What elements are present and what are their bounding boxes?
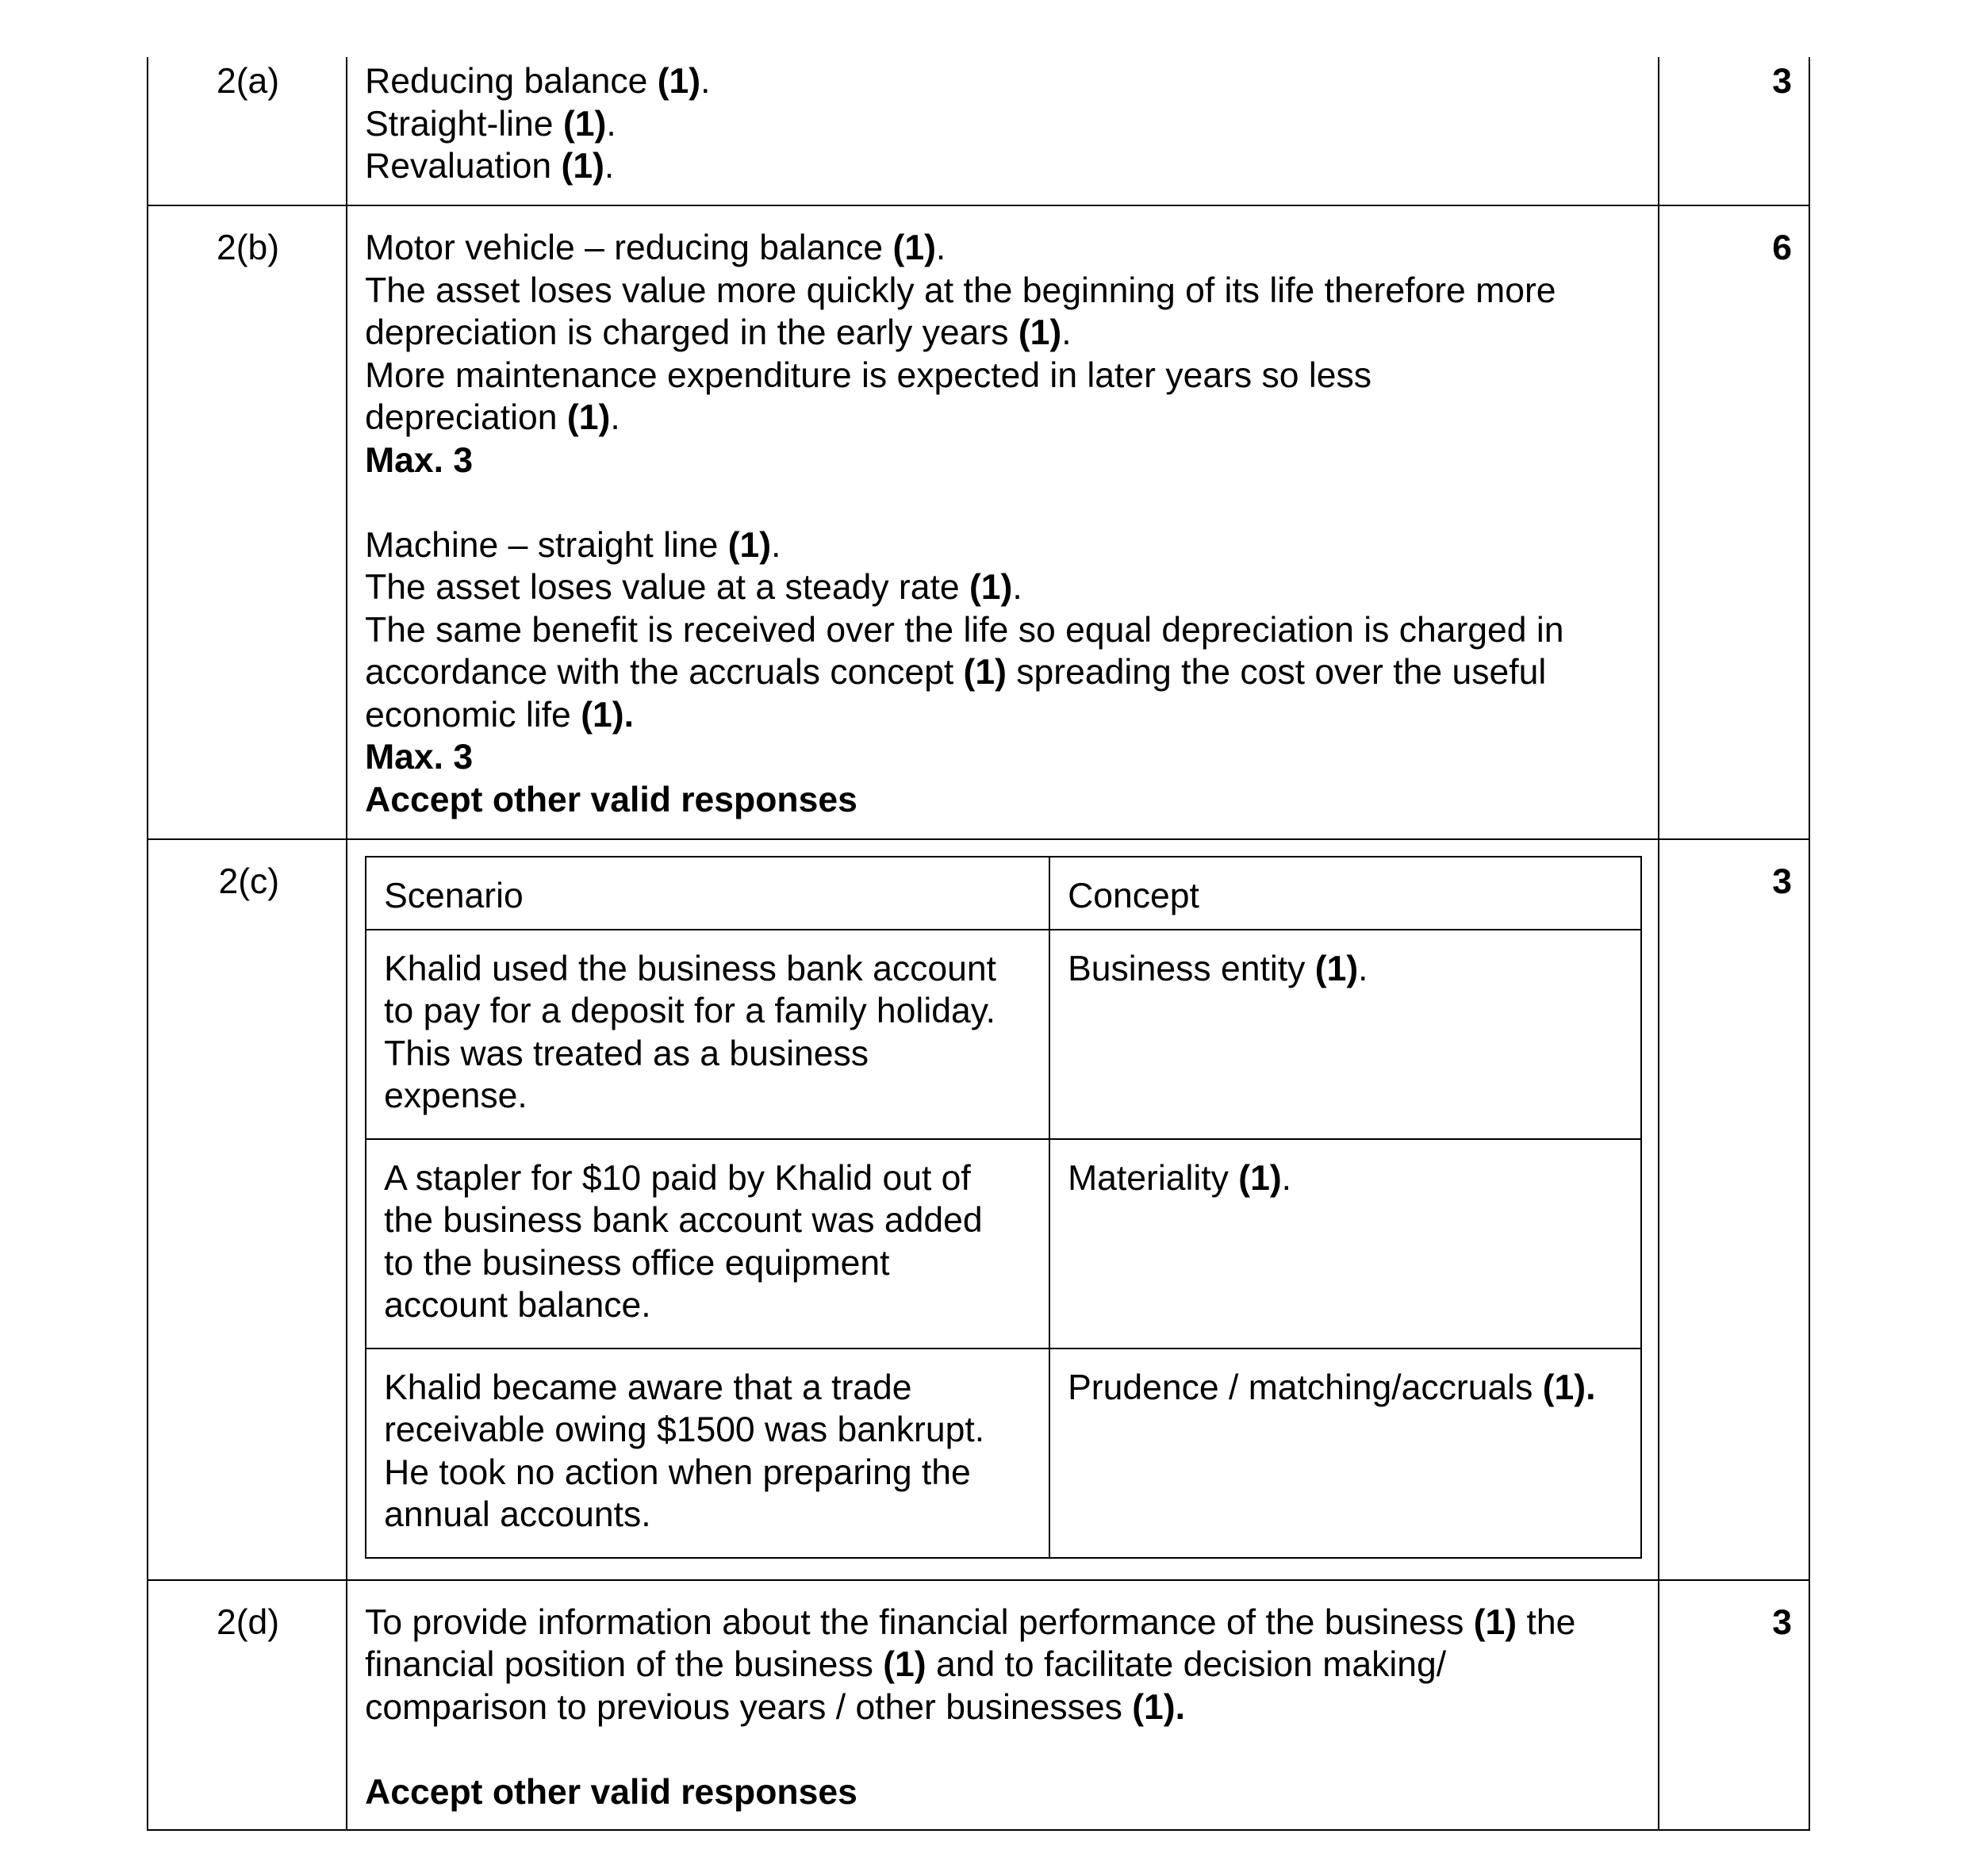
answer-line: accordance with the accruals concept (1) spreading the cost over the useful: [365, 653, 1547, 692]
scenario-line: account balance.: [384, 1286, 651, 1325]
scenario-line: He took no action when preparing the: [384, 1452, 971, 1492]
concept-table-header: [366, 857, 1641, 930]
answer-line: Reducing balance (1).: [365, 62, 711, 101]
answer-line: financial position of the business (1) and to facilitate decision making/: [365, 1645, 1447, 1684]
answer-line: The asset loses value more quickly at the beginning of its life therefore more: [365, 270, 1556, 310]
max-note: Max. 3: [365, 738, 474, 777]
answer-line: The asset loses value at a steady rate (1).: [365, 568, 1022, 607]
table-row: [366, 930, 1641, 1139]
answer-cell: [347, 1580, 1659, 1831]
mark-scheme: [147, 57, 1810, 1831]
marks: 3: [1659, 57, 1809, 205]
question-number: 2(d): [148, 1580, 347, 1831]
scenario-cell: [366, 930, 1049, 1139]
concept-cell: Business entity (1).: [1049, 930, 1641, 1139]
concept-cell: Prudence / matching/accruals (1).: [1049, 1348, 1641, 1558]
answer-line: Motor vehicle – reducing balance (1).: [365, 228, 946, 267]
scenario-cell: [366, 1139, 1049, 1348]
answer-line: To provide information about the financial performance of the business (1) the: [365, 1602, 1576, 1642]
scenario-line: to the business office equipment: [384, 1243, 890, 1283]
marks: 6: [1659, 205, 1809, 839]
row-2a: [148, 57, 1809, 205]
row-2c: [148, 839, 1809, 1580]
answer-cell: [347, 205, 1659, 839]
max-note: Max. 3: [365, 440, 474, 480]
scenario-line: This was treated as a business: [384, 1034, 869, 1073]
answer-cell: [347, 57, 1659, 205]
scenario-cell: [366, 1348, 1049, 1558]
answer-line: Machine – straight line (1).: [365, 525, 781, 565]
scenario-line: annual accounts.: [384, 1495, 651, 1534]
scenario-line: Khalid became aware that a trade: [384, 1368, 912, 1407]
answer-cell: [347, 839, 1659, 1580]
row-2b: [148, 205, 1809, 839]
accept-note: Accept other valid responses: [365, 1772, 857, 1812]
row-2d: [148, 1580, 1809, 1831]
question-number: 2(a): [148, 57, 347, 205]
answer-line: economic life (1).: [365, 695, 634, 735]
header-scenario: Scenario: [366, 857, 1049, 930]
answer-line: Straight-line (1).: [365, 104, 616, 144]
question-number: 2(b): [148, 205, 347, 839]
concept-cell: Materiality (1).: [1049, 1139, 1641, 1348]
answer-line: The same benefit is received over the life so equal depreciation is charged in: [365, 610, 1564, 650]
answer-line: comparison to previous years / other businesses (1).: [365, 1687, 1185, 1727]
scenario-line: receivable owing $1500 was bankrupt.: [384, 1410, 985, 1449]
scenario-line: A stapler for $10 paid by Khalid out of: [384, 1158, 971, 1198]
question-number: 2(c): [148, 839, 347, 1580]
scenario-line: expense.: [384, 1076, 527, 1115]
marks: 3: [1659, 1580, 1809, 1831]
table-row: [366, 1348, 1641, 1558]
answer-line: depreciation is charged in the early years (1).: [365, 313, 1072, 352]
concept-table: [365, 856, 1642, 1559]
scenario-line: the business bank account was added: [384, 1201, 983, 1240]
answer-line: More maintenance expenditure is expected in later years so less: [365, 355, 1372, 395]
header-concept: Concept: [1049, 857, 1641, 930]
marks: 3: [1659, 839, 1809, 1580]
answer-line: depreciation (1).: [365, 398, 620, 437]
mark-scheme-table: [147, 57, 1810, 1831]
answer-line: Revaluation (1).: [365, 147, 615, 186]
accept-note: Accept other valid responses: [365, 780, 857, 819]
table-row: [366, 1139, 1641, 1348]
scenario-line: to pay for a deposit for a family holiday.: [384, 992, 996, 1030]
scenario-line: Khalid used the business bank account: [384, 949, 996, 988]
